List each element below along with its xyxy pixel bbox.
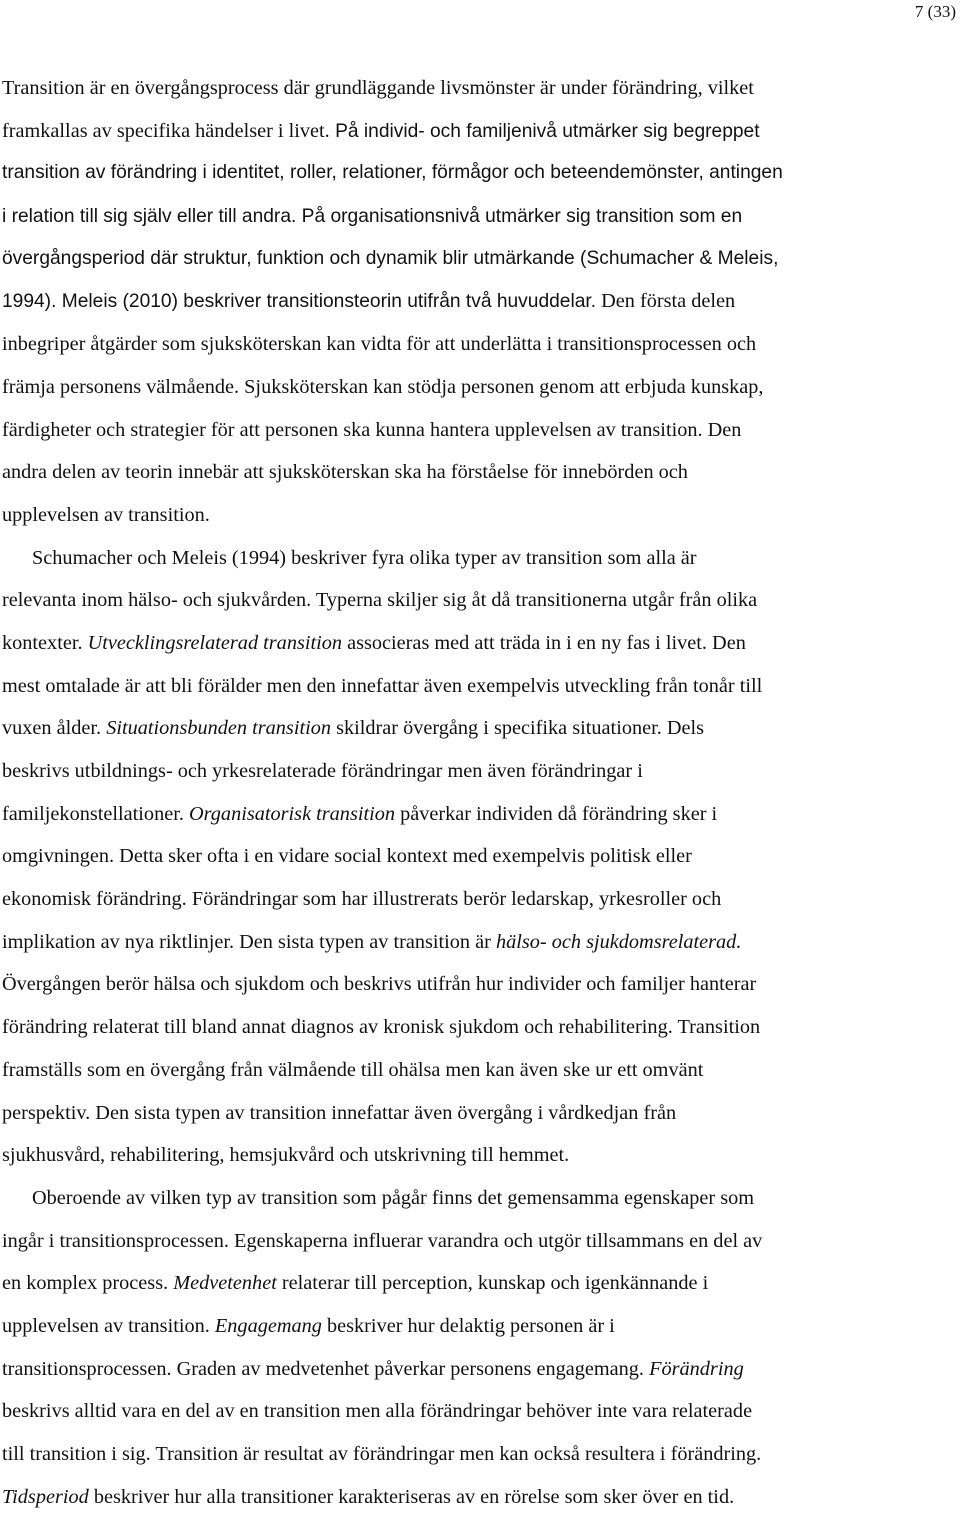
text-line — [2, 1220, 960, 1263]
emphasis-term: Förändring — [649, 1357, 744, 1380]
text-line — [2, 110, 960, 153]
text-line — [2, 1006, 960, 1049]
text-line — [2, 963, 960, 1006]
text-line — [2, 1262, 960, 1305]
text-run: andra delen av teorin innebär att sjuksköterskan ska ha förståelse för innebörden och — [2, 461, 688, 484]
text-run: upplevelsen av transition. — [2, 1314, 215, 1337]
text-run: framkallas av specifika händelser i livet. — [2, 119, 330, 142]
text-run: relaterar till perception, kunskap och igenkännande i — [276, 1272, 709, 1295]
emphasis-term: Medvetenhet — [173, 1272, 277, 1295]
text-line — [2, 665, 960, 708]
text-run: omgivningen. Detta sker ofta i en vidare social kontext med exempelvis politisk eller — [2, 845, 692, 868]
text-run: en komplex process. — [2, 1272, 174, 1295]
text-line — [2, 195, 960, 238]
text-run: färdigheter och strategier för att personen ska kunna hantera upplevelsen av transition. — [2, 418, 703, 441]
text-run: 1994). Meleis (2010) beskriver transitionsteorin utifrån två huvuddelar. — [2, 291, 597, 313]
text-run: kontexter. — [2, 631, 88, 654]
text-line — [2, 537, 960, 580]
text-line — [2, 1305, 960, 1348]
text-line — [2, 1433, 960, 1476]
text-run: övergångsperiod där struktur, funktion och dynamik blir utmärkande (Schumacher & Meleis, — [2, 247, 779, 269]
text-run: skildrar övergång i specifika situationer. Dels — [331, 717, 705, 740]
text-line — [2, 152, 960, 195]
emphasis-term: Organisatorisk transition — [189, 802, 396, 825]
text-run: ingår i transitionsprocessen. Egenskaperna influerar varandra och utgör tillsammans en del av — [2, 1229, 763, 1252]
text-line — [2, 878, 960, 921]
text-line — [2, 1390, 960, 1433]
text-run: sjukhusvård, rehabilitering, hemsjukvård och utskrivning till hemmet. — [2, 1144, 570, 1167]
text-run: ekonomisk förändring. Förändringar som har illustrerats berör ledarskap, yrkesroller och — [2, 888, 722, 911]
text-line — [2, 707, 960, 750]
emphasis-term: Utvecklingsrelaterad transition — [87, 631, 343, 654]
paragraph-transition-types — [2, 537, 960, 1177]
text-run: till transition i sig. Transition är resultat av förändringar men kan också resultera i förändring. — [2, 1443, 762, 1465]
text-run: På individ- och familjenivå utmärker sig begreppet — [329, 120, 760, 142]
text-line — [2, 1092, 960, 1135]
text-run: transitionsprocessen. Graden av medvetenhet påverkar personens engagemang. — [2, 1357, 650, 1380]
text-line — [2, 1348, 960, 1391]
emphasis-term: Tidsperiod — [2, 1485, 89, 1508]
page-number: 7 (33) — [914, 2, 956, 21]
emphasis-term: Engagemang — [214, 1314, 322, 1337]
paragraph-transition-properties — [2, 1177, 960, 1518]
text-run: Transition är en övergångsprocess där grundläggande livsmönster är under förändring, vilket — [2, 77, 754, 99]
text-line — [2, 323, 960, 366]
text-line — [2, 622, 960, 665]
text-run: i relation till sig själv eller till andra. — [2, 206, 297, 228]
text-run: familjekonstellationer. — [2, 802, 189, 825]
text-run: Oberoende av vilken typ av transition som pågår finns det gemensamma egenskaper som — [32, 1186, 755, 1209]
text-run: upplevelsen av transition. — [2, 503, 210, 526]
emphasis-term: hälso- och sjukdomsrelaterad. — [495, 930, 742, 953]
text-run: perspektiv. Den sista typen av transition innefattar även övergång i vårdkedjan från — [2, 1101, 677, 1124]
text-line — [2, 750, 960, 793]
document-body — [2, 67, 960, 1518]
text-run: påverkar individen då förändring sker i — [395, 802, 718, 825]
text-line — [2, 409, 960, 452]
text-run: främja personens välmående. — [2, 375, 240, 398]
text-run: Schumacher och Meleis (1994) beskriver fyra olika typer av transition som alla är — [32, 546, 697, 569]
text-run: relevanta inom hälso- och sjukvården. Typerna skiljer sig åt då transitionerna utgår från olika — [2, 589, 758, 612]
text-run: transition av förändring i identitet, roller, relationer, förmågor och beteendemönster, antingen — [2, 162, 783, 184]
text-run: framställs som en övergång från välmående till ohälsa men kan även ske ur ett omvänt — [2, 1058, 704, 1081]
text-run: associeras med att träda in i en ny fas i livet. Den — [342, 631, 746, 654]
text-run: förändring relaterat till bland annat diagnos av kronisk sjukdom och rehabilitering. Transition — [2, 1016, 761, 1039]
text-run: inbegriper åtgärder som sjuksköterskan kan vidta för att underlätta i transitionsprocessen och — [2, 333, 757, 356]
text-line — [2, 1177, 960, 1220]
text-run: vuxen ålder. — [2, 717, 107, 740]
text-run: Den första delen — [596, 290, 736, 313]
text-line — [2, 793, 960, 836]
text-line — [2, 238, 960, 281]
text-line — [2, 451, 960, 494]
text-line — [2, 1049, 960, 1092]
text-line — [2, 366, 960, 409]
text-line — [2, 280, 960, 323]
emphasis-term: Situationsbunden transition — [106, 717, 332, 740]
text-run: Den — [702, 418, 742, 441]
text-run: mest omtalade är att bli förälder men den innefattar även exempelvis utveckling från tonår till — [2, 674, 763, 697]
paragraph-transition-definition — [2, 67, 960, 537]
text-line — [2, 67, 960, 110]
text-run: beskriver hur delaktig personen är i — [321, 1314, 615, 1337]
text-line — [2, 835, 960, 878]
text-line — [2, 921, 960, 964]
text-run: implikation av nya riktlinjer. Den sista typen av transition är — [2, 930, 496, 953]
text-run: På organisationsnivå utmärker sig transition som en — [296, 206, 743, 228]
text-run: beskrivs alltid vara en del av en transition men alla förändringar behöver inte vara relaterade — [2, 1400, 753, 1423]
text-line — [2, 1134, 960, 1177]
text-run: beskrivs utbildnings- och yrkesrelaterade förändringar men även förändringar i — [2, 760, 643, 782]
text-line — [2, 494, 960, 537]
text-run: Sjuksköterskan kan stödja personen genom att erbjuda kunskap, — [239, 375, 764, 398]
text-line — [2, 579, 960, 622]
text-run: Övergången berör hälsa och sjukdom och beskrivs utifrån hur individer och familjer hanterar — [2, 973, 757, 996]
text-run: beskriver hur alla transitioner karakteriseras av en rörelse som sker över en tid. — [88, 1485, 735, 1508]
